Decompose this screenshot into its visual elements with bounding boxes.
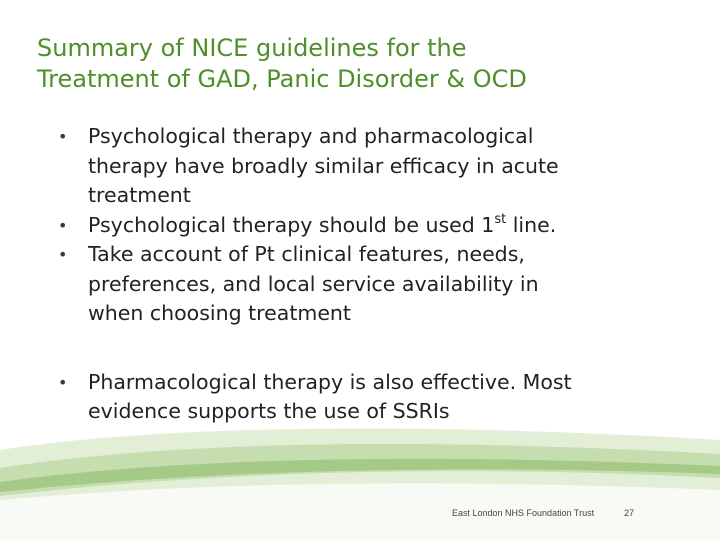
ordinal-superscript: st [494, 211, 507, 227]
bullet-item [58, 368, 678, 427]
title-line-1: Summary of NICE guidelines for the [37, 34, 467, 62]
footer-organization: East London NHS Foundation Trust [452, 508, 595, 518]
bullet-line: Take account of Pt clinical features, needs, [88, 242, 525, 266]
bullet-item [58, 240, 678, 329]
bullet-line: evidence supports the use of SSRIs [88, 399, 450, 423]
bullet-line: preferences, and local service availability in [88, 271, 539, 296]
page-number: 27 [624, 508, 635, 518]
swoosh-band-fade [0, 483, 720, 540]
title-line-2: Treatment of GAD, Panic Disorder & OCD [37, 65, 527, 93]
bullet-dot-icon: • [58, 245, 68, 264]
bullet-line: Psychological therapy and pharmacological [88, 124, 534, 148]
bullet-dot-icon: • [58, 127, 68, 146]
green-swoosh-decoration [0, 420, 720, 540]
bullet-item [58, 122, 678, 211]
slide-title [37, 33, 677, 95]
bullet-dot-icon: • [58, 215, 68, 235]
bullet-text-after: line. [506, 212, 557, 237]
bullet-line: when choosing treatment [88, 301, 351, 325]
bullet-line: therapy have broadly similar efficacy in acute [88, 153, 559, 178]
bullet-dot-icon: • [58, 372, 68, 392]
bullet-line: treatment [88, 183, 191, 207]
bullet-line: Pharmacological therapy is also effective. Most [88, 369, 572, 394]
bullet-list [58, 122, 678, 427]
bullet-item [58, 211, 678, 241]
bullet-text-before: Psychological therapy should be used 1 [88, 212, 495, 237]
